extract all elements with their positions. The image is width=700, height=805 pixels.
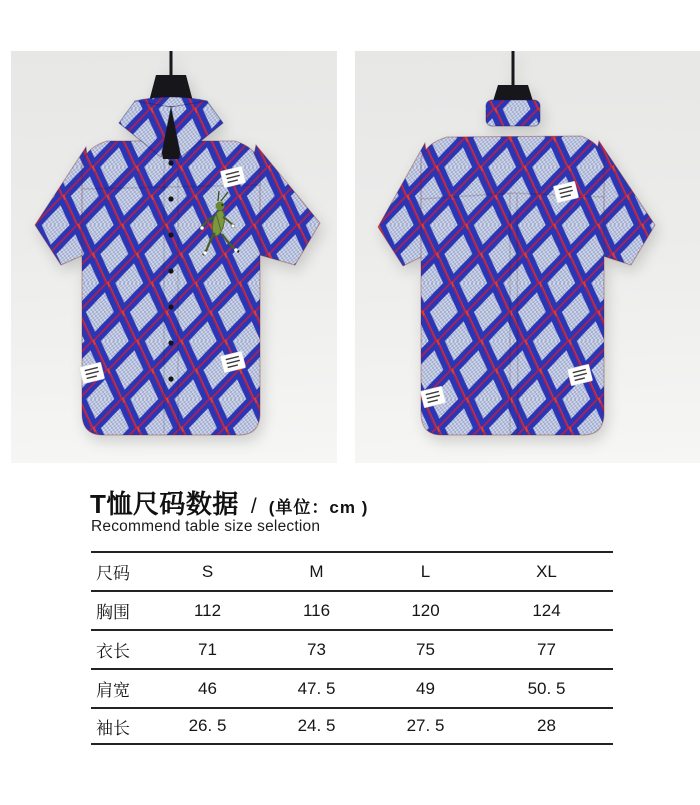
size-chart-header [90,484,368,521]
collar [486,100,540,126]
table-row [91,708,613,744]
size-cell: 73 [262,630,371,669]
size-cell: 26. 5 [153,708,262,744]
size-cell: 27. 5 [371,708,480,744]
size-col-header: XL [480,552,613,591]
size-cell: 112 [153,591,262,630]
size-row-label: 肩宽 [91,669,153,708]
size-row-label: 胸围 [91,591,153,630]
size-table [91,551,613,745]
size-table-header-row [91,552,613,591]
size-cell: 75 [371,630,480,669]
size-row-label: 衣长 [91,630,153,669]
product-photo-back [355,51,700,463]
size-cell: 71 [153,630,262,669]
size-col-header: L [371,552,480,591]
size-col-header: S [153,552,262,591]
shirt-body [421,136,604,435]
shirt-back-illustration [355,51,700,463]
table-row [91,630,613,669]
size-cell: 120 [371,591,480,630]
size-cell: 47. 5 [262,669,371,708]
table-row [91,591,613,630]
size-row-label: 袖长 [91,708,153,744]
size-col-header: M [262,552,371,591]
size-cell: 77 [480,630,613,669]
shirt-front-illustration [11,51,337,463]
table-row [91,669,613,708]
title-separator: / [250,495,257,518]
size-chart-title: T恤尺码数据 [90,489,239,519]
size-col-header: 尺码 [91,552,153,591]
size-cell: 124 [480,591,613,630]
size-cell: 24. 5 [262,708,371,744]
size-chart-unit: (单位：cm ) [268,498,369,517]
size-cell: 116 [262,591,371,630]
size-cell: 28 [480,708,613,744]
size-cell: 46 [153,669,262,708]
product-photo-front [11,51,337,463]
size-chart-subtitle: Recommend table size selection [91,518,321,535]
size-cell: 50. 5 [480,669,613,708]
size-cell: 49 [371,669,480,708]
